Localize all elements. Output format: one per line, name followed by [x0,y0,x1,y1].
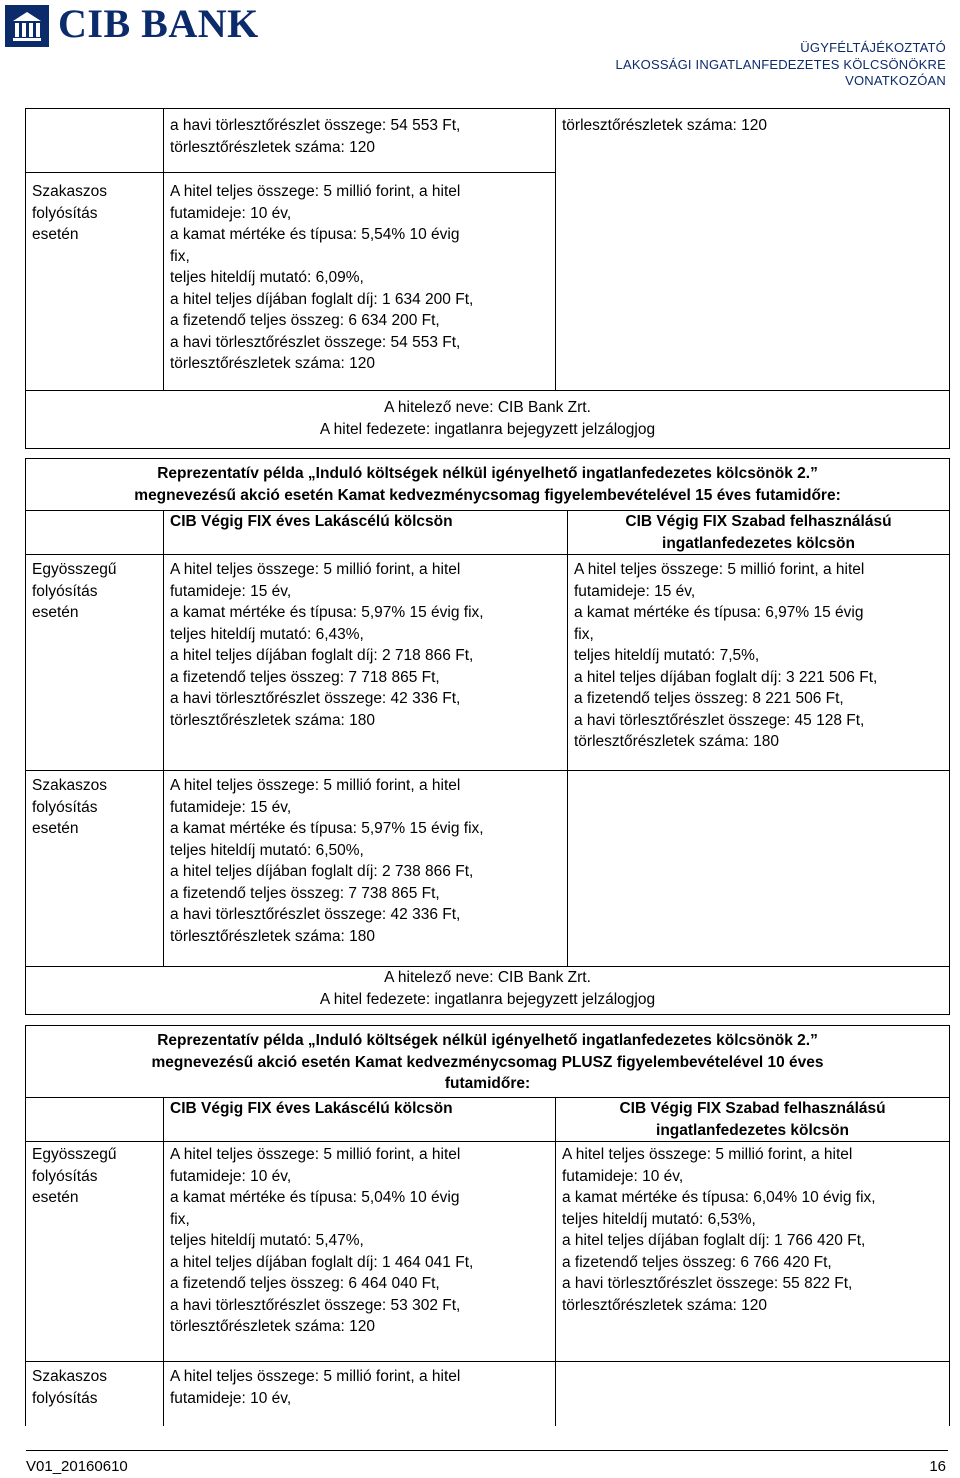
header-info-line-3: VONATKOZÓAN [845,73,946,88]
section3-row-b-label: Szakaszos folyósítás [26,1362,164,1426]
section1-table [25,108,950,449]
section2-col2-heading: CIB Végig FIX éves Lakáscélú kölcsön [164,511,568,555]
document-version: V01_20160610 [26,1458,128,1475]
section2-row-a-col3: A hitel teljes összege: 5 millió forint, a hitel futamideje: 15 év, a kamat mértéke és típusa: 6,97% 15 évig fix, teljes hiteldíj mutató: 7,5%, a hitel teljes díjában foglalt díj: 3 221 506 Ft, a fizetendő teljes összeg: 8 221 506 Ft, a havi törlesztőrészlet összege: 45 128 Ft, törlesztőrészletek száma: 180 [568,555,950,771]
section3-row-a-col2: A hitel teljes összege: 5 millió forint, a hitel futamideje: 10 év, a kamat mértéke és típusa: 5,04% 10 évig fix, teljes hiteldíj mutató: 5,47%, a hitel teljes díjában foglalt díj: 1 464 041 Ft, a fizetendő teljes összeg: 6 464 040 Ft, a havi törlesztőrészlet összege: 53 302 Ft, törlesztőrészletek száma: 120 [164,1142,556,1362]
section2-lender-info: A hitelező neve: CIB Bank Zrt. A hitel fedezete: ingatlanra bejegyzett jelzálogjog [26,967,950,1015]
section3-title: Reprezentatív példa „Induló költségek nélkül igényelhető ingatlanfedezetes kölcsönök 2.” megnevezésű akció esetén Kamat kedvezménycsomag PLUSZ figyelembevételével 10 éves futamidőre: [26,1026,950,1098]
section1-row-b-col2: A hitel teljes összege: 5 millió forint, a hitel futamideje: 10 év, a kamat mértéke és típusa: 5,54% 10 évig fix, teljes hiteldíj mutató: 6,09%, a hitel teljes díjában foglalt díj: 1 634 200 Ft, a fizetendő teljes összeg: 6 634 200 Ft, a havi törlesztőrészlet összege: 54 553 Ft, törlesztőrészletek száma: 120 [164,173,556,391]
header-info-line-2: LAKOSSÁGI INGATLANFEDEZETES KÖLCSÖNÖKRE [615,56,946,72]
cib-logo-icon [5,5,49,47]
section2-row-b-col2: A hitel teljes összege: 5 millió forint, a hitel futamideje: 15 év, a kamat mértéke és típusa: 5,97% 15 évig fix, teljes hiteldíj mutató: 6,50%, a hitel teljes díjában foglalt díj: 2 738 866 Ft, a fizetendő teljes összeg: 7 738 865 Ft, a havi törlesztőrészlet összege: 42 336 Ft, törlesztőrészletek száma: 180 [164,771,568,967]
section3-row-a-col3: A hitel teljes összege: 5 millió forint, a hitel futamideje: 10 év, a kamat mértéke és típusa: 6,04% 10 évig fix, teljes hiteldíj mutató: 6,53%, a hitel teljes díjában foglalt díj: 1 766 420 Ft, a fizetendő teljes összeg: 6 766 420 Ft, a havi törlesztőrészlet összege: 55 822 Ft, törlesztőrészletek száma: 120 [556,1142,950,1362]
section2-row-b-label: Szakaszos folyósítás esetén [26,771,164,967]
section1-row-b-col3 [556,173,950,391]
document-header [616,40,946,90]
section1-lender-info: A hitelező neve: CIB Bank Zrt. A hitel fedezete: ingatlanra bejegyzett jelzálogjog [26,391,950,449]
section3-col3-heading: CIB Végig FIX Szabad felhasználású ingatlanfedezetes kölcsön [556,1098,950,1142]
bank-name: CIB BANK [58,1,259,46]
section2-table [25,458,950,1015]
section1-row-a-label [26,109,164,173]
section2-col3-heading: CIB Végig FIX Szabad felhasználású ingatlanfedezetes kölcsön [568,511,950,555]
section1-row-a-col3: törlesztőrészletek száma: 120 [556,109,950,173]
section3-col2-heading: CIB Végig FIX éves Lakáscélú kölcsön [164,1098,556,1142]
header-info-line-1: ÜGYFÉLTÁJÉKOZTATÓ [800,40,946,55]
section3-table [25,1025,950,1426]
footer-divider [26,1450,948,1451]
section1-row-b-label: Szakaszos folyósítás esetén [26,173,164,391]
page-number: 16 [929,1458,946,1475]
section2-title: Reprezentatív példa „Induló költségek nélkül igényelhető ingatlanfedezetes kölcsönök 2.” megnevezésű akció esetén Kamat kedvezménycsomag figyelembevételével 15 éves futamidőre: [26,459,950,511]
section1-row-a-col2: a havi törlesztőrészlet összege: 54 553 Ft, törlesztőrészletek száma: 120 [164,109,556,173]
section3-row-b-col3 [556,1362,950,1426]
section2-row-b-col3 [568,771,950,967]
section3-row-a-label: Egyösszegű folyósítás esetén [26,1142,164,1362]
section3-row-b-col2: A hitel teljes összege: 5 millió forint, a hitel futamideje: 10 év, [164,1362,556,1426]
section2-row-a-col2: A hitel teljes összege: 5 millió forint, a hitel futamideje: 15 év, a kamat mértéke és típusa: 5,97% 15 évig fix, teljes hiteldíj mutató: 6,43%, a hitel teljes díjában foglalt díj: 2 718 866 Ft, a fizetendő teljes összeg: 7 718 865 Ft, a havi törlesztőrészlet összege: 42 336 Ft, törlesztőrészletek száma: 180 [164,555,568,771]
section2-row-a-label: Egyösszegű folyósítás esetén [26,555,164,771]
section2-head-empty [26,511,164,555]
section3-head-empty [26,1098,164,1142]
